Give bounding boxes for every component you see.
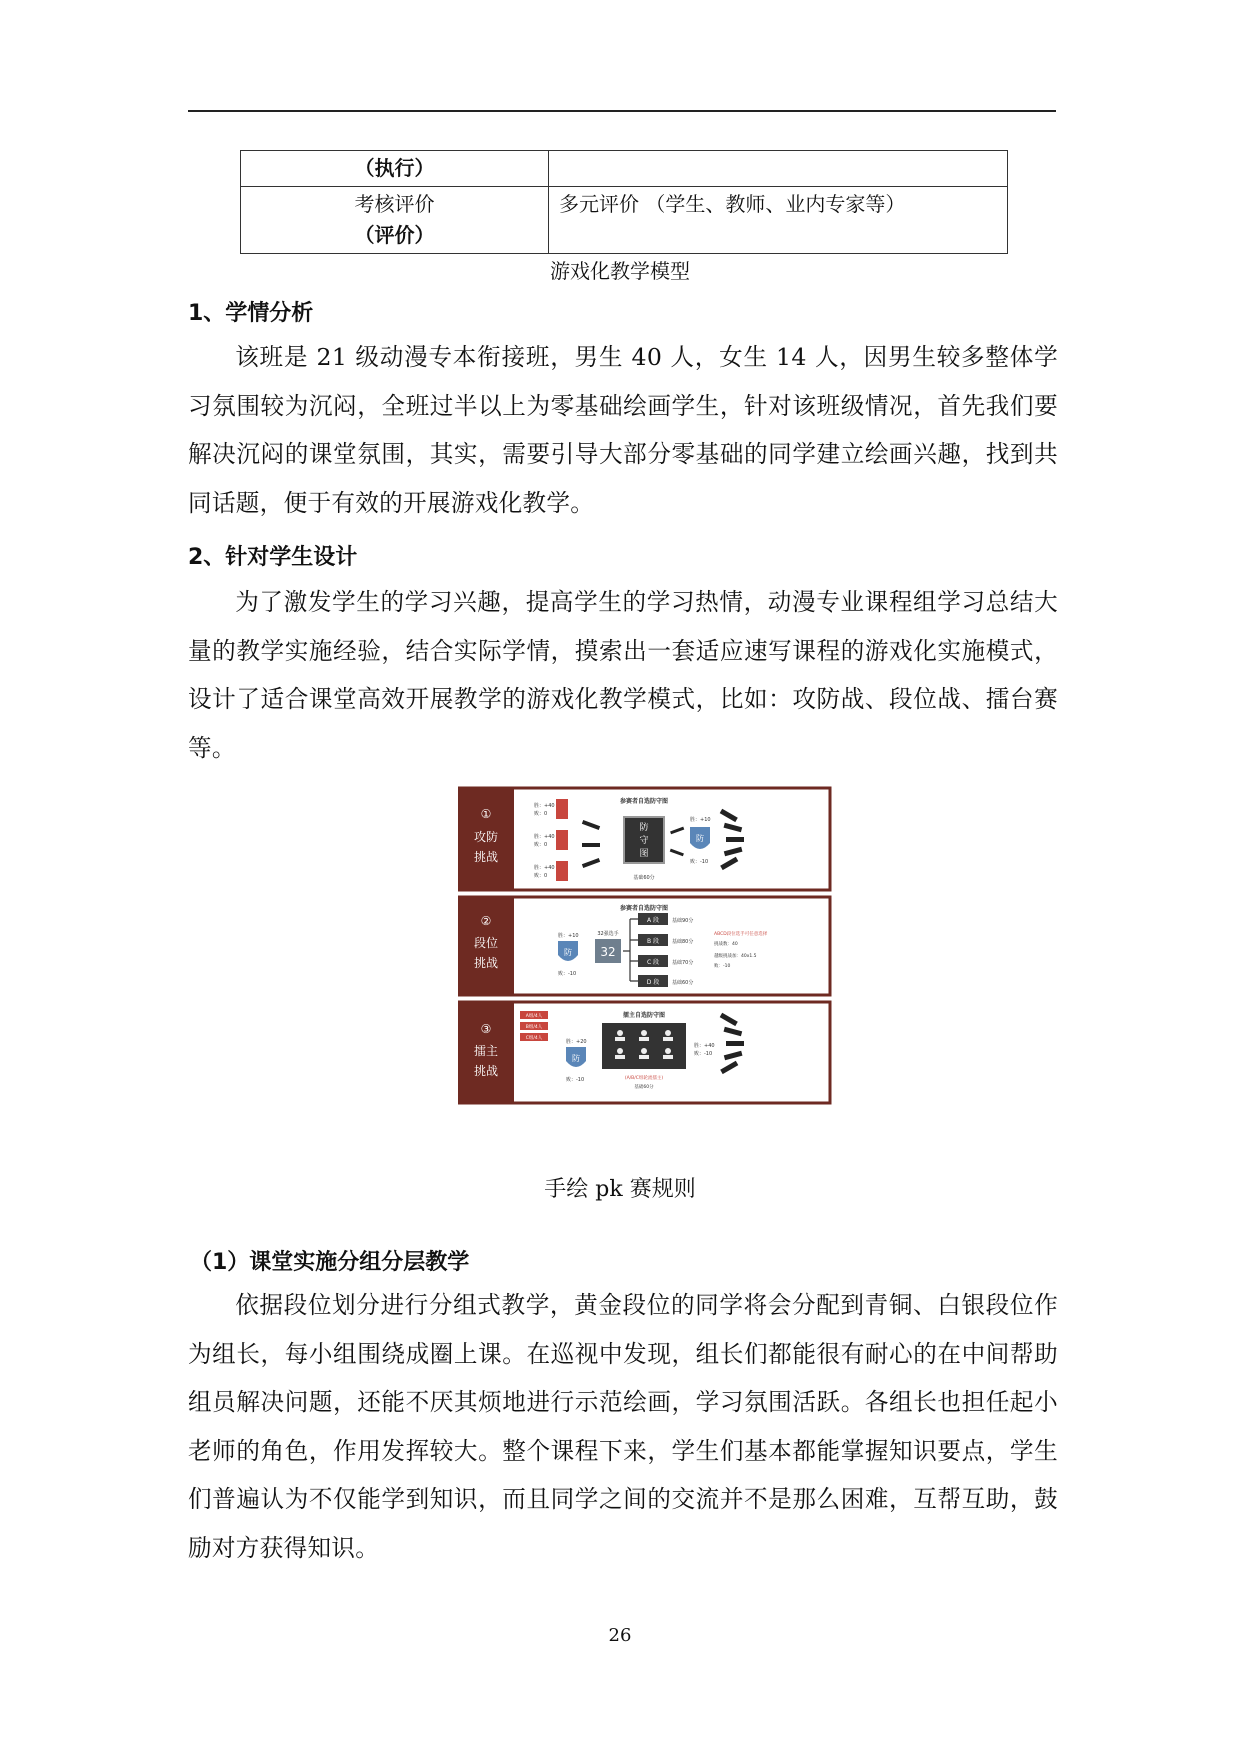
panel-name: 挑战	[473, 1064, 499, 1078]
paragraph: 依据段位划分进行分组式教学，黄金段位的同学将会分配到青铜、白银段位作为组长，每小组围绕成圈上课。在巡视中发现，组长们都能很有耐心的在中间帮助组员解决问题，还能不厌其烦地进行示范绘画，学习氛围活跃。各组长也担任起小老师的角色，作用发挥较大。整个课程下来，学生们基本都能掌握知识要点，学生们普遍认为不仅能学到知识，而且同学之间的交流并不是那么困难，互帮互助，鼓励对方获得知识。	[188, 1291, 1058, 1562]
score-text: 胜：+20	[566, 1039, 587, 1045]
shield-label: 防	[572, 1054, 580, 1063]
group-tag-label: B组/4人	[525, 1025, 543, 1030]
table-cell	[549, 151, 1008, 187]
panel-name: 挑战	[473, 850, 499, 864]
table-row	[241, 187, 1008, 254]
model-table	[240, 150, 1008, 254]
tier-base: 基础80分	[672, 939, 694, 945]
score-text: 胜：+40	[534, 834, 555, 840]
count-value: 32	[600, 945, 616, 959]
arena-board	[602, 1023, 686, 1069]
score-text: 败：0	[534, 811, 548, 817]
score-text: 败：0	[534, 842, 548, 848]
panel-number: ③	[480, 1022, 492, 1036]
panel-title: 参赛者自选防守图	[619, 905, 669, 912]
score-text: 败：-10	[558, 971, 577, 977]
rule-note: 败：-10	[714, 964, 731, 969]
panel-attack-defense	[458, 788, 830, 890]
tier-label: A 段	[646, 917, 660, 924]
score-text: 胜：+10	[558, 933, 579, 939]
player-icons	[720, 809, 744, 870]
panel-number: ①	[480, 807, 492, 821]
tier-base: 基础70分	[672, 960, 694, 966]
defense-image-text: 守	[639, 836, 649, 846]
arrow-icons	[582, 820, 600, 868]
score-text: 胜：+40	[534, 803, 555, 809]
panel-title: 擂主自选防守图	[622, 1012, 666, 1019]
score-text: 败：0	[534, 873, 548, 879]
score-text: 胜：+10	[690, 817, 711, 823]
paragraph: 为了激发学生的学习兴趣，提高学生的学习热情，动漫专业课程组学习总结大量的教学实施经验，结合实际学情，摸索出一套适应速写课程的游戏化实施模式，设计了适合课堂高效开展教学的游戏化教学模式，比如：攻防战、段位战、擂台赛等。	[188, 588, 1058, 762]
tier-label: B 段	[646, 938, 660, 945]
section-heading: 1、学情分析	[188, 301, 314, 326]
panel-arena	[458, 1002, 830, 1103]
card-icon	[556, 799, 568, 819]
table-cell	[241, 187, 549, 254]
bracket-lines	[623, 919, 638, 981]
table-cell: （执行）	[241, 151, 549, 187]
arena-sub: (A/B/C组轮流擂主)	[624, 1076, 664, 1081]
section-heading: （1）课堂实施分组分层教学	[190, 1250, 470, 1275]
figure-caption: 手绘 pk 赛规则	[544, 1177, 696, 1202]
panel-name: 段位	[473, 936, 499, 950]
table-caption: 游戏化教学模型	[550, 259, 690, 283]
panel-number: ②	[480, 914, 492, 928]
table-row	[241, 151, 1008, 187]
table-cell: 多元评价 （学生、教师、业内专家等）	[549, 187, 1008, 254]
panel-name: 挑战	[473, 956, 499, 970]
card-icon	[556, 830, 568, 850]
group-tag-label: C组/4人	[525, 1036, 543, 1041]
panel-name: 攻防	[473, 830, 499, 844]
panel-rank	[458, 897, 830, 995]
shield-label: 防	[564, 948, 572, 957]
cell-line: （评价）	[354, 223, 435, 247]
panel-name: 擂主	[473, 1044, 499, 1058]
page-number: 26	[608, 1625, 632, 1646]
tier-label: D 段	[646, 979, 660, 986]
base-score: 基础60分	[634, 1085, 654, 1090]
tier-label: C 段	[646, 959, 660, 966]
group-tag-label: A组/4人	[525, 1014, 543, 1019]
pk-rules-figure	[458, 785, 836, 1155]
rule-note: ABCD段位选手可任意选择	[714, 932, 768, 937]
defense-image-text: 防	[639, 823, 649, 833]
score-text: 败：-10	[694, 1051, 713, 1057]
cell-line: 考核评价	[354, 192, 435, 216]
rule-note: 越级挑战加：40x1.5	[714, 954, 757, 959]
header-rule	[188, 110, 1056, 112]
score-text: 胜：+40	[694, 1043, 715, 1049]
score-text: 胜：+40	[534, 865, 555, 871]
defense-image-text: 图	[639, 849, 649, 859]
section-heading: 2、针对学生设计	[188, 545, 358, 570]
tier-base: 基础90分	[672, 918, 694, 924]
panel-title: 参赛者自选防守图	[619, 798, 669, 805]
card-icon	[556, 861, 568, 881]
rule-note: 挑战数：40	[714, 942, 738, 947]
score-text: 败：-10	[566, 1077, 585, 1083]
count-label: 32强选手	[597, 931, 619, 937]
shield-label: 防	[696, 834, 704, 843]
paragraph: 该班是 21 级动漫专本衔接班，男生 40 人，女生 14 人，因男生较多整体学习氛围较为沉闷，全班过半以上为零基础绘画学生，针对该班级情况，首先我们要解决沉闷的课堂氛围，其实，需要引导大部分零基础的同学建立绘画兴趣，找到共同话题，便于有效的开展游戏化教学。	[188, 343, 1058, 517]
tier-base: 基础60分	[672, 980, 694, 986]
score-text: 败：-10	[690, 859, 709, 865]
base-score: 基础60分	[633, 875, 655, 881]
arrow-icons	[670, 827, 685, 857]
player-icons	[720, 1013, 744, 1074]
